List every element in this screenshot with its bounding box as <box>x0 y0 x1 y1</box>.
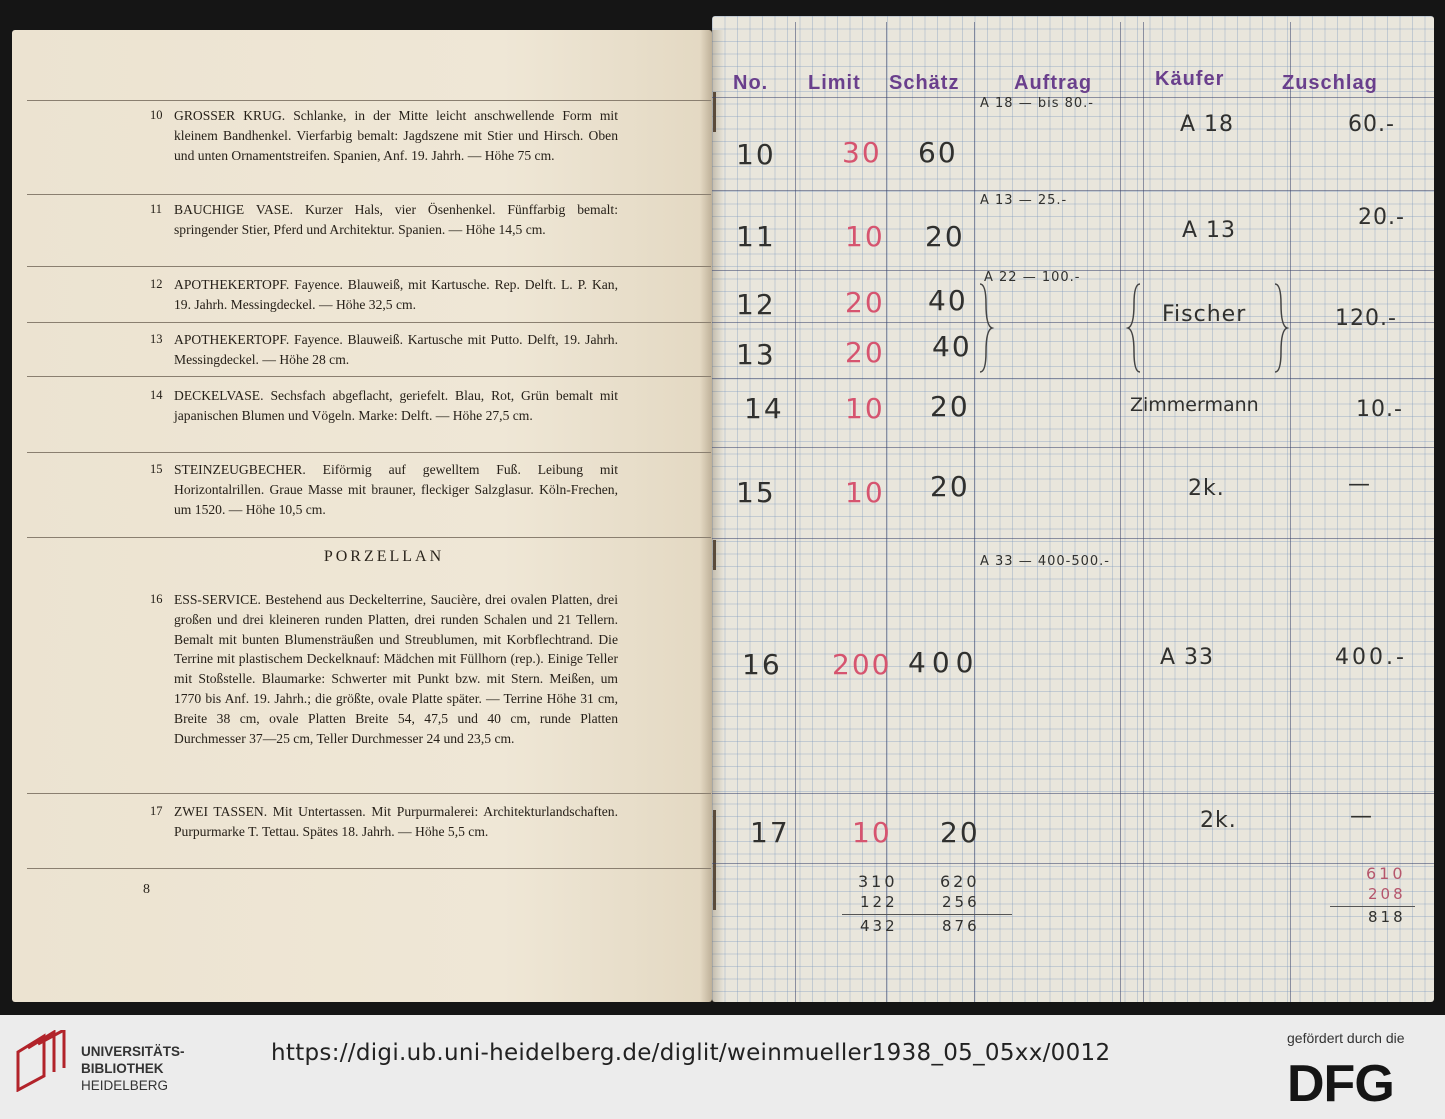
lot-description: APOTHEKERTOPF. Fayence. Blauweiß, mit Kartusche. Rep. Delft. L. P. Kan, 19. Jahrh. Messingdeckel. — Höhe 32,5 cm. <box>174 277 618 312</box>
page-number: 8 <box>143 882 150 897</box>
binding-stitch <box>713 92 716 132</box>
library-name-line: UNIVERSITÄTS- <box>81 1044 185 1059</box>
section-title: PORZELLAN <box>323 548 445 565</box>
catalog-entry-14 <box>150 386 618 426</box>
grouping-brackets <box>970 278 1310 378</box>
schaetz-addend: 256 <box>942 893 980 911</box>
entry-divider <box>27 194 711 195</box>
row-divider <box>712 447 1434 448</box>
auftrag-cell: A 18 — bis 80.- <box>980 96 1094 111</box>
column-divider <box>795 22 796 1002</box>
zuschlag-cell: 20.- <box>1358 205 1405 230</box>
row-divider <box>712 793 1434 794</box>
lot-number: 14 <box>150 388 163 402</box>
lot-number: 15 <box>150 462 163 476</box>
no-cell: 11 <box>736 220 776 253</box>
catalog-entry-15 <box>150 460 618 519</box>
limit-cell: 10 <box>852 816 892 849</box>
schaetz-cell: 60 <box>918 136 958 169</box>
zuschlag-cell: 400.- <box>1335 645 1407 670</box>
lot-description: ZWEI TASSEN. Mit Untertassen. Mit Purpurmalerei: Architekturlandschaften. Purpurmarke T. Tettau. Spätes 18. Jahrh. — Höhe 5,5 cm. <box>174 804 618 839</box>
header-auftrag: Auftrag <box>1014 72 1093 94</box>
lot-number: 16 <box>150 592 163 606</box>
lot-description: BAUCHIGE VASE. Kurzer Hals, vier Ösenhenkel. Fünffarbig bemalt: springender Stier, Pferd und Architektur. Spanien. — Höhe 14,5 cm. <box>174 202 618 237</box>
limit-cell: 10 <box>845 220 885 253</box>
catalog-entry-16 <box>150 590 618 748</box>
schaetz-total: 876 <box>942 917 980 935</box>
entry-divider <box>27 868 711 869</box>
schaetz-cell: 400 <box>908 646 980 679</box>
limit-addend: 122 <box>860 893 898 911</box>
zuschlag-cell: 120.- <box>1335 306 1397 331</box>
limit-total: 432 <box>860 917 898 935</box>
dfg-logo: DFG <box>1287 1055 1394 1113</box>
no-cell: 17 <box>750 816 790 849</box>
catalog-entry-17 <box>150 802 618 842</box>
catalog-entry-13 <box>150 330 618 370</box>
limit-cell: 10 <box>845 392 885 425</box>
limit-cell: 20 <box>845 336 885 369</box>
column-divider <box>1143 22 1144 1002</box>
no-cell: 16 <box>742 648 782 681</box>
lot-number: 12 <box>150 277 163 291</box>
zuschlag-cell: 60.- <box>1348 112 1395 137</box>
kaeufer-cell: A 33 <box>1160 645 1215 670</box>
header-schaetz: Schätz <box>889 72 960 94</box>
no-cell: 14 <box>744 392 784 425</box>
kaeufer-cell: Zimmermann <box>1130 394 1259 416</box>
limit-cell: 20 <box>845 286 885 319</box>
sum-underline <box>1330 906 1415 907</box>
entry-divider <box>27 100 711 101</box>
permalink-url[interactable]: https://digi.ub.uni-heidelberg.de/diglit/weinmueller1938_05_05xx/0012 <box>271 1040 1111 1066</box>
column-divider <box>1290 22 1291 1002</box>
zuschlag-addend: 208 <box>1368 885 1406 903</box>
schaetz-cell: 20 <box>925 220 965 253</box>
header-kaeufer: Käufer <box>1155 68 1225 90</box>
binding-stitch <box>713 540 716 570</box>
kaeufer-cell: A 18 <box>1180 112 1235 137</box>
column-divider <box>974 22 975 1002</box>
row-divider <box>712 190 1434 191</box>
entry-divider <box>27 376 711 377</box>
lot-number: 10 <box>150 108 163 122</box>
lot-description: ESS-SERVICE. Bestehend aus Deckelterrine, Saucière, drei ovalen Platten, drei großen und drei kleineren runden Platten, drei runden Schalen und 21 Tellern. Bemalt mit bunten Blumensträußen und Streublumen, mit Korbflechtrand. Die Terrine mit plastischem Deckelknauf: Mädchen mit Füllhorn (rep.). Einige Teller mit Stoßstelle. Blaumarke: Schwerter mit Punkt bzw. mit Stern. Meißen, um 1770 bis Anf. 19. Jahrh.; die größte, ovale Platte später. — Terrine Höhe 31 cm, Breite 38 cm, ovale Platten Breite 54, 47,5 und 40 cm, runde Platten Durchmesser 37—25 cm, Teller Durchmesser 24 und 23,5 cm. <box>174 592 618 746</box>
header-no: No. <box>733 72 769 94</box>
entry-divider <box>27 266 711 267</box>
row-divider <box>712 378 1434 379</box>
limit-cell: 30 <box>842 136 882 169</box>
row-divider <box>712 538 1434 539</box>
catalog-entry-11 <box>150 200 618 240</box>
library-name-line: HEIDELBERG <box>81 1078 169 1093</box>
viewer-footer <box>0 1015 1445 1119</box>
kaeufer-cell: 2k. <box>1188 476 1225 501</box>
ledger-page <box>712 16 1434 1002</box>
no-cell: 13 <box>736 338 776 371</box>
funding-caption: gefördert durch die <box>1287 1030 1405 1046</box>
auftrag-cell: A 33 — 400-500.- <box>980 554 1110 569</box>
kaeufer-cell: Fischer <box>1162 302 1247 327</box>
entry-divider <box>27 322 711 323</box>
limit-subtotal: 310 <box>858 872 898 891</box>
catalog-entry-10 <box>150 106 618 165</box>
no-cell: 15 <box>736 476 776 509</box>
column-divider <box>886 22 887 1002</box>
lot-description: APOTHEKERTOPF. Fayence. Blauweiß. Kartusche mit Putto. Delft, 19. Jahrh. Messingdeckel. — Höhe 28 cm. <box>174 332 618 367</box>
library-name-line: BIBLIOTHEK <box>81 1061 164 1076</box>
header-zuschlag: Zuschlag <box>1282 72 1378 94</box>
auftrag-cell: A 22 — 100.- <box>984 270 1081 285</box>
no-cell: 10 <box>736 138 776 171</box>
schaetz-cell: 20 <box>930 390 970 423</box>
zuschlag-subtotal: 610 <box>1366 864 1406 883</box>
zuschlag-cell: — <box>1348 472 1371 497</box>
schaetz-subtotal: 620 <box>940 872 980 891</box>
zuschlag-total: 818 <box>1368 908 1406 926</box>
entry-divider <box>27 793 711 794</box>
zuschlag-cell: — <box>1350 804 1373 829</box>
sum-underline <box>842 914 1012 915</box>
lot-number: 13 <box>150 332 163 346</box>
schaetz-cell: 40 <box>932 330 972 363</box>
auftrag-cell: A 13 — 25.- <box>980 193 1068 208</box>
lot-description: GROSSER KRUG. Schlanke, in der Mitte leicht anschwellende Form mit kleinem Bandhenkel. Vierfarbig bemalt: Jagdszene mit Stier und Hirsch. Oben und unten Ornamentstreifen. Spanien, Anf. 19. Jahrh. — Höhe 75 cm. <box>174 108 618 163</box>
lot-number: 17 <box>150 804 163 818</box>
limit-cell: 10 <box>845 476 885 509</box>
entry-divider <box>27 452 711 453</box>
book-gutter <box>700 30 724 1002</box>
lot-number: 11 <box>150 202 163 216</box>
kaeufer-cell: 2k. <box>1200 808 1237 833</box>
binding-stitch <box>713 810 716 910</box>
zuschlag-cell: 10.- <box>1356 397 1403 422</box>
limit-cell: 200 <box>832 648 892 681</box>
kaeufer-cell: A 13 <box>1182 218 1237 243</box>
schaetz-cell: 20 <box>930 470 970 503</box>
entry-divider <box>27 537 711 538</box>
column-divider <box>1120 22 1121 1002</box>
row-divider <box>712 863 1434 864</box>
header-limit: Limit <box>808 72 861 94</box>
lot-description: STEINZEUGBECHER. Eiförmig auf gewelltem Fuß. Leibung mit Horizontalrillen. Graue Masse mit brauner, fleckiger Salzglasur. Köln-Frechen, um 1520. — Höhe 10,5 cm. <box>174 462 618 517</box>
no-cell: 12 <box>736 288 776 321</box>
schaetz-cell: 40 <box>928 284 968 317</box>
library-logo-icon <box>14 1030 70 1092</box>
lot-description: DECKELVASE. Sechsfach abgeflacht, geriefelt. Blau, Rot, Grün bemalt mit japanischen Blumen und Vögeln. Marke: Delft. — Höhe 27,5 cm. <box>174 388 618 423</box>
library-name <box>81 1043 185 1094</box>
catalog-entry-12 <box>150 275 618 315</box>
schaetz-cell: 20 <box>940 816 980 849</box>
